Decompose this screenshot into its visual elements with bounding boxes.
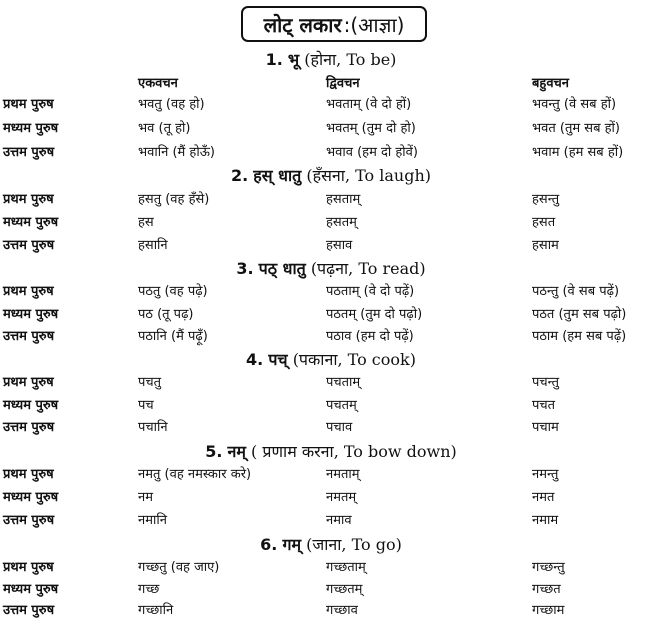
dual-form: पचाव	[326, 420, 353, 435]
plural-form: हसत	[532, 215, 556, 230]
dual-form: भवाव (हम दो होवें)	[326, 145, 418, 160]
dual-form: हसतम्	[326, 215, 357, 230]
verb-root: भू	[287, 50, 300, 69]
table-row	[0, 282, 662, 304]
plural-form: पठन्तु (वे सब पढ़ें)	[532, 284, 620, 299]
person-label: प्रथम पुरुष	[3, 467, 54, 482]
verb-root: गम्	[282, 535, 302, 554]
singular-form: हस	[138, 215, 154, 230]
table-row	[0, 236, 662, 258]
singular-form: गच्छ	[138, 582, 160, 597]
verb-root: हस् धातु	[253, 166, 302, 185]
plural-form: हसाम	[532, 238, 559, 253]
table-row	[0, 305, 662, 327]
dual-form: भवतम् (तुम दो हो)	[326, 121, 416, 136]
singular-form: गच्छतु (वह जाए)	[138, 560, 220, 575]
table-row	[0, 119, 662, 141]
dual-form: पचतम्	[326, 398, 357, 413]
person-label: उत्तम पुरुष	[3, 420, 55, 435]
person-label: मध्यम पुरुष	[3, 398, 59, 413]
plural-form: पचत	[532, 398, 556, 413]
page-title-box	[241, 6, 427, 42]
verb-meaning: (जाना, To go)	[306, 535, 402, 554]
dual-form: हसाव	[326, 238, 353, 253]
person-label: उत्तम पुरुष	[3, 238, 55, 253]
verb-meaning: (पकाना, To cook)	[292, 350, 416, 369]
singular-form: भव (तू हो)	[138, 121, 191, 136]
singular-form: हसतु (वह हँसे)	[138, 192, 210, 207]
section-number: 3.	[236, 259, 254, 278]
page-title: लोट् लकार	[263, 12, 342, 37]
section-number: 6.	[260, 535, 278, 554]
dual-form: गच्छाव	[326, 603, 358, 618]
verb-meaning: (हँसना, To laugh)	[306, 166, 432, 185]
plural-form: भवन्तु (वे सब हों)	[532, 97, 617, 112]
plural-form: भवत (तुम सब हों)	[532, 121, 620, 136]
table-row	[0, 95, 662, 117]
section-heading-5	[0, 442, 662, 462]
singular-form: नमानि	[138, 513, 167, 528]
person-label: उत्तम पुरुष	[3, 513, 55, 528]
singular-form: पच	[138, 398, 154, 413]
singular-form: गच्छानि	[138, 603, 174, 618]
dual-form: पठाव (हम दो पढ़ें)	[326, 329, 414, 344]
column-header-singular: एकवचन	[138, 76, 178, 91]
singular-form: नम	[138, 490, 153, 505]
verb-root: पच्	[268, 350, 288, 369]
person-label: मध्यम पुरुष	[3, 215, 59, 230]
table-row	[0, 558, 662, 580]
section-number: 4.	[246, 350, 264, 369]
person-label: उत्तम पुरुष	[3, 329, 55, 344]
section-heading-1	[0, 50, 662, 70]
plural-form: नमन्तु	[532, 467, 559, 482]
table-row	[0, 601, 662, 623]
plural-form: पठत (तुम सब पढ़ो)	[532, 307, 627, 322]
singular-form: हसानि	[138, 238, 168, 253]
table-row	[0, 373, 662, 395]
section-number: 1.	[265, 50, 283, 69]
table-row	[0, 418, 662, 440]
section-number: 2.	[230, 166, 249, 185]
section-number: 5.	[205, 442, 223, 461]
plural-form: हसन्तु	[532, 192, 560, 207]
verb-root: पठ् धातु	[258, 259, 306, 278]
table-row	[0, 213, 662, 235]
person-label: मध्यम पुरुष	[3, 582, 59, 597]
plural-form: पचन्तु	[532, 375, 560, 390]
column-header-dual: द्विवचन	[326, 76, 360, 91]
table-row	[0, 511, 662, 533]
section-heading-6	[0, 535, 662, 555]
section-heading-2	[0, 166, 662, 186]
plural-form: नमाम	[532, 513, 559, 528]
plural-form: पचाम	[532, 420, 559, 435]
plural-form: गच्छन्तु	[532, 560, 565, 575]
dual-form: पठतम् (तुम दो पढ़ो)	[326, 307, 423, 322]
person-label: प्रथम पुरुष	[3, 192, 54, 207]
section-heading-3	[0, 259, 662, 279]
dual-form: गच्छतम्	[326, 582, 363, 597]
page-subtitle: :(आज्ञा)	[343, 12, 405, 37]
section-heading-4	[0, 350, 662, 370]
dual-form: नमाव	[326, 513, 352, 528]
person-label: प्रथम पुरुष	[3, 97, 54, 112]
verb-root: नम्	[227, 442, 246, 461]
person-label: मध्यम पुरुष	[3, 121, 59, 136]
singular-form: पचानि	[138, 420, 168, 435]
person-label: मध्यम पुरुष	[3, 490, 59, 505]
person-label: प्रथम पुरुष	[3, 560, 54, 575]
singular-form: पचतु	[138, 375, 162, 390]
table-row	[0, 580, 662, 602]
dual-form: भवताम् (वे दो हों)	[326, 97, 412, 112]
plural-form: गच्छत	[532, 582, 561, 597]
table-row	[0, 488, 662, 510]
person-label: प्रथम पुरुष	[3, 375, 54, 390]
column-header-plural: बहुवचन	[532, 76, 570, 91]
verb-meaning: ( प्रणाम करना, To bow down)	[251, 442, 457, 461]
singular-form: भवानि (मैं होऊँ)	[138, 145, 215, 160]
table-row	[0, 327, 662, 349]
plural-form: गच्छाम	[532, 603, 565, 618]
table-row	[0, 143, 662, 165]
table-row	[0, 190, 662, 212]
plural-form: नमत	[532, 490, 555, 505]
singular-form: पठतु (वह पढ़े)	[138, 284, 208, 299]
person-label: उत्तम पुरुष	[3, 145, 55, 160]
dual-form: नमताम्	[326, 467, 360, 482]
table-row	[0, 465, 662, 487]
person-label: प्रथम पुरुष	[3, 284, 54, 299]
person-label: उत्तम पुरुष	[3, 603, 55, 618]
dual-form: पचताम्	[326, 375, 361, 390]
dual-form: पठताम् (वे दो पढ़ें)	[326, 284, 415, 299]
singular-form: भवतु (वह हो)	[138, 97, 205, 112]
singular-form: पठानि (मैं पढ़ूँ)	[138, 329, 208, 344]
plural-form: भवाम (हम सब हों)	[532, 145, 624, 160]
dual-form: गच्छताम्	[326, 560, 366, 575]
singular-form: पठ (तू पढ़)	[138, 307, 194, 322]
plural-form: पठाम (हम सब पढ़ें)	[532, 329, 627, 344]
person-label: मध्यम पुरुष	[3, 307, 59, 322]
dual-form: नमतम्	[326, 490, 357, 505]
dual-form: हसताम्	[326, 192, 361, 207]
table-row	[0, 396, 662, 418]
singular-form: नमतु (वह नमस्कार करे)	[138, 467, 252, 482]
verb-meaning: (होना, To be)	[304, 50, 397, 69]
verb-meaning: (पढ़ना, To read)	[310, 259, 426, 278]
